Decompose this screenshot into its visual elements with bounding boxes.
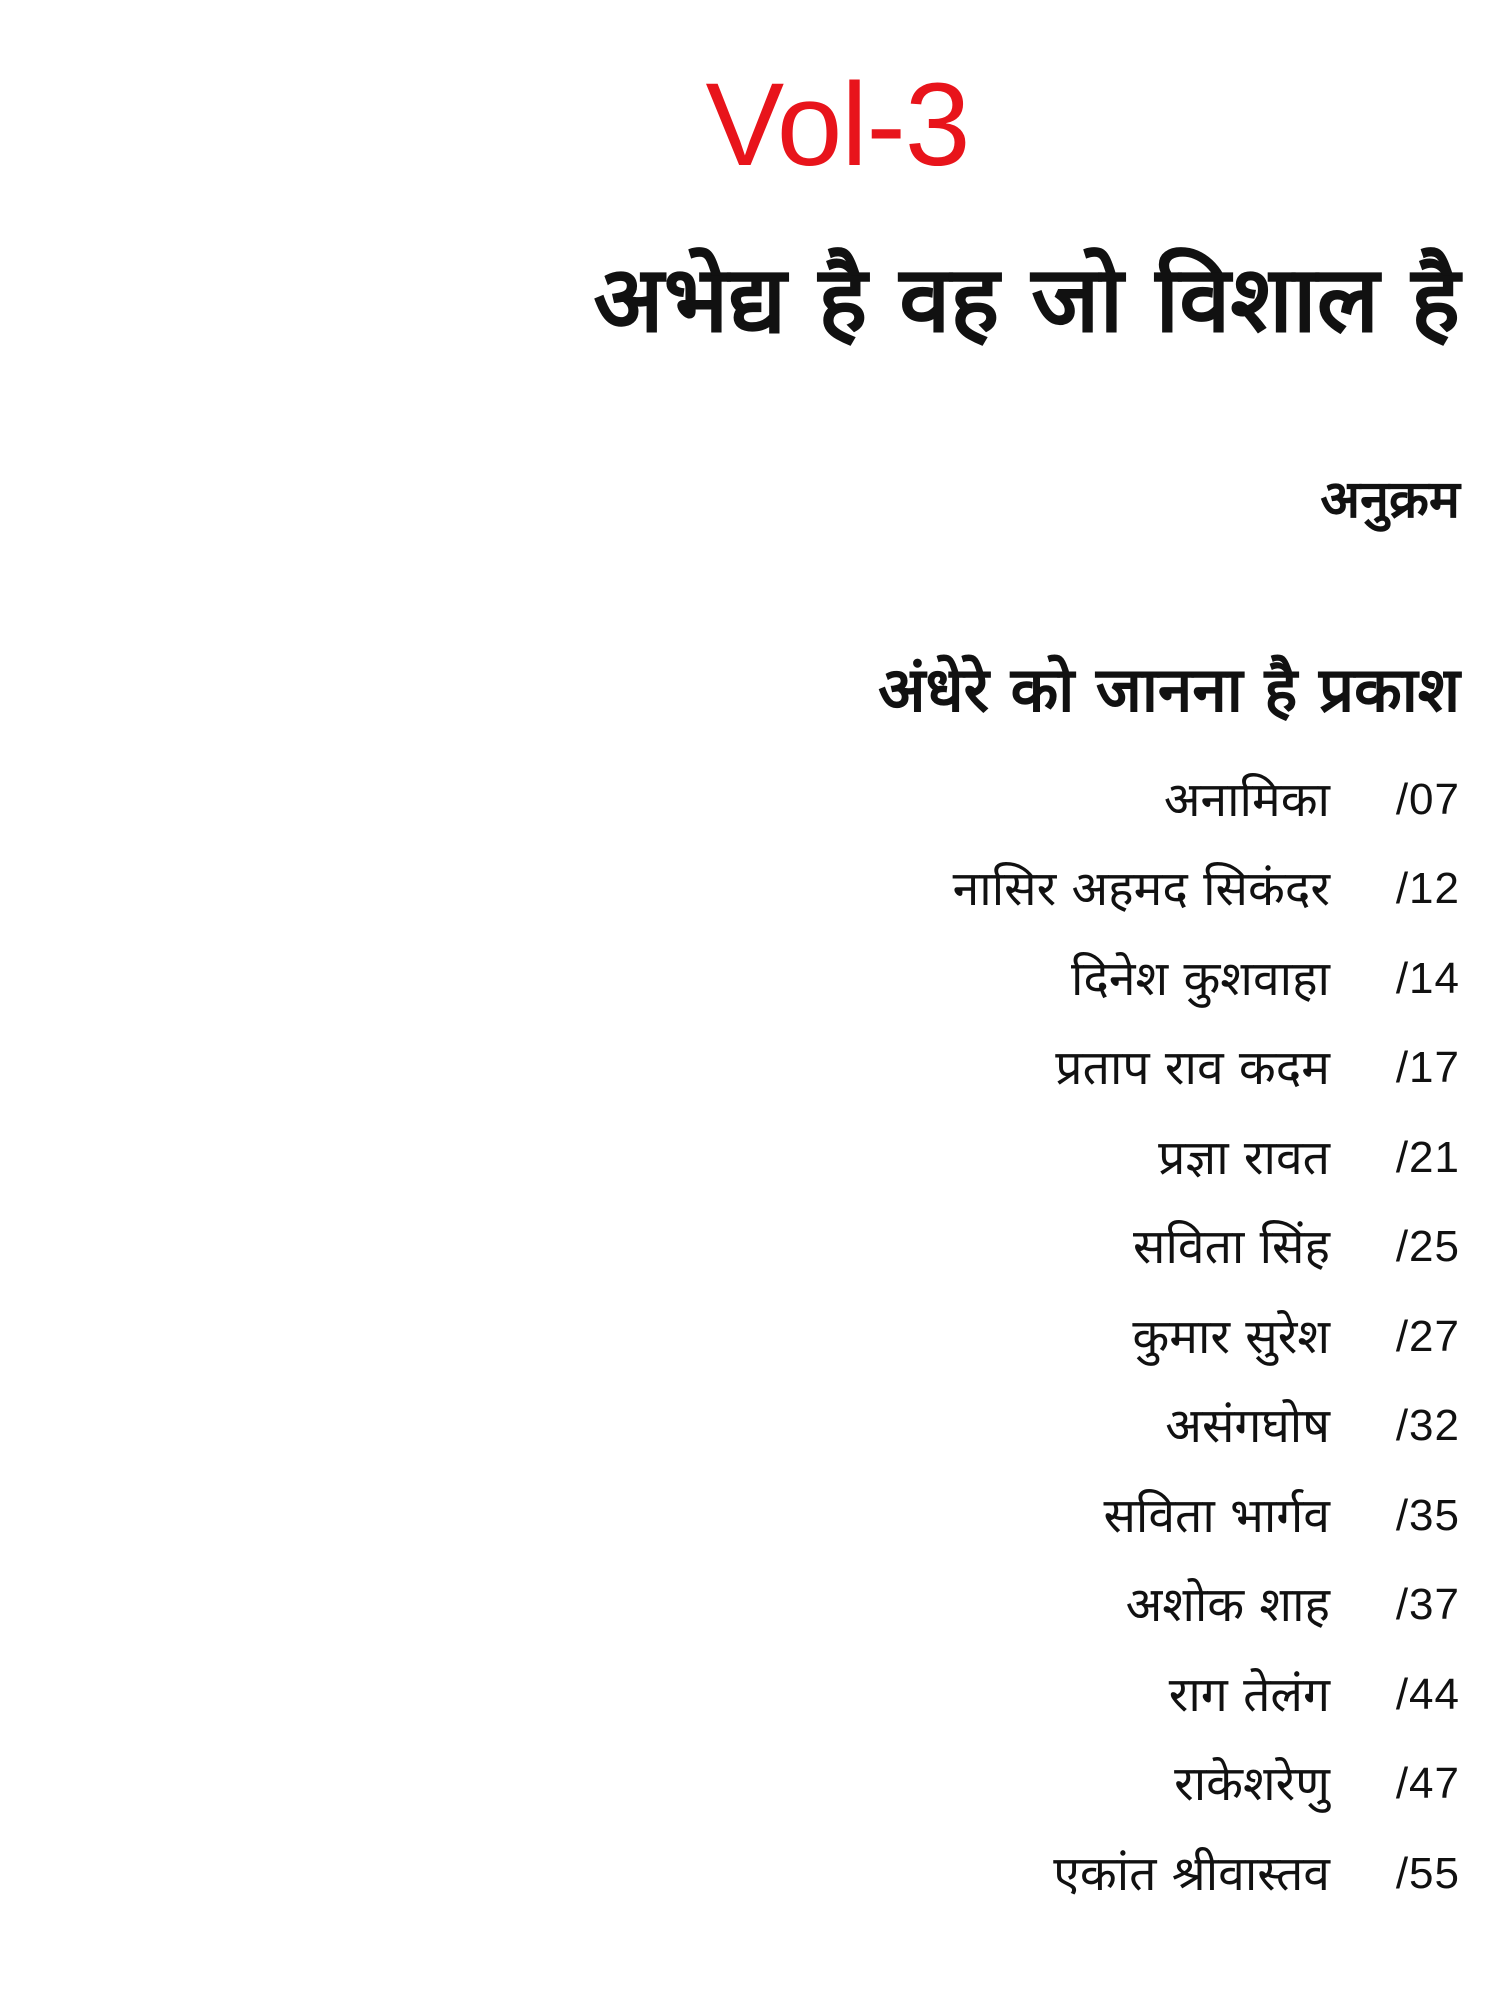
toc-entry-page: /55 [1395, 1848, 1460, 1898]
toc-entry-name: दिनेश कुशवाहा [1070, 950, 1330, 1007]
toc-entry[interactable] [953, 1829, 1460, 1919]
table-of-contents [953, 755, 1460, 1919]
toc-entry-page: /47 [1395, 1759, 1460, 1809]
volume-label: Vol-3 [705, 59, 970, 191]
section-title: अंधेरे को जानना है प्रकाश [878, 653, 1460, 726]
toc-entry[interactable] [953, 1024, 1460, 1114]
toc-entry[interactable] [953, 1561, 1460, 1651]
toc-entry-name: सविता सिंह [1133, 1219, 1330, 1276]
toc-entry-page: /14 [1395, 953, 1460, 1003]
toc-entry-page: /35 [1395, 1490, 1460, 1540]
toc-entry-page: /21 [1395, 1132, 1460, 1182]
toc-entry-name: अनामिका [1163, 771, 1330, 828]
toc-entry-name: प्रताप राव कदम [1055, 1040, 1330, 1097]
toc-entry-name: राकेशरेणु [1174, 1756, 1330, 1813]
toc-entry[interactable] [953, 1292, 1460, 1382]
toc-entry[interactable] [953, 1382, 1460, 1472]
toc-entry-name: कुमार सुरेश [1132, 1308, 1330, 1365]
toc-entry[interactable] [953, 1203, 1460, 1293]
toc-entry-page: /27 [1395, 1311, 1460, 1361]
toc-entry-name: नासिर अहमद सिकंदर [952, 861, 1330, 918]
toc-entry[interactable] [953, 755, 1460, 845]
toc-entry-page: /44 [1395, 1669, 1460, 1719]
toc-entry-page: /07 [1395, 774, 1460, 824]
toc-entry-name: अशोक शाह [1125, 1577, 1330, 1634]
toc-entry-name: राग तेलंग [1168, 1666, 1330, 1723]
contents-heading: अनुक्रम [1320, 470, 1460, 530]
toc-entry[interactable] [953, 1471, 1460, 1561]
toc-entry-name: एकांत श्रीवास्तव [1053, 1845, 1330, 1902]
toc-entry[interactable] [953, 845, 1460, 935]
toc-entry-page: /17 [1395, 1043, 1460, 1093]
toc-entry-page: /25 [1395, 1222, 1460, 1272]
toc-entry[interactable] [953, 1740, 1460, 1830]
toc-entry-name: असंगघोष [1165, 1398, 1330, 1455]
toc-entry-page: /32 [1395, 1401, 1460, 1451]
toc-entry-page: /37 [1395, 1580, 1460, 1630]
book-title: अभेद्य है वह जो विशाल है [593, 246, 1460, 353]
toc-entry[interactable] [953, 1113, 1460, 1203]
toc-entry[interactable] [953, 1650, 1460, 1740]
toc-entry-name: सविता भार्गव [1103, 1487, 1330, 1544]
toc-entry-name: प्रज्ञा रावत [1158, 1129, 1330, 1186]
toc-entry[interactable] [953, 934, 1460, 1024]
toc-entry-page: /12 [1395, 864, 1460, 914]
